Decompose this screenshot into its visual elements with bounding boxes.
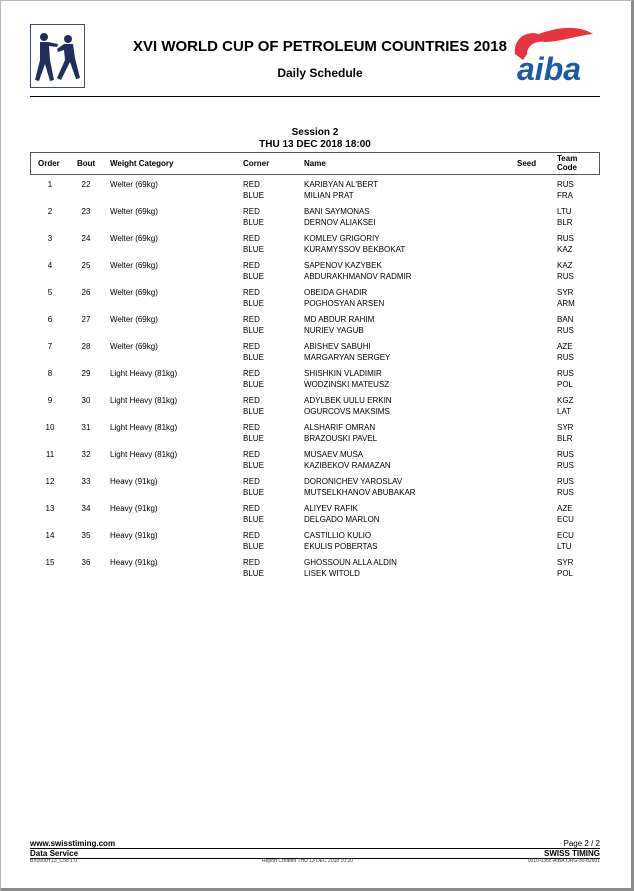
red-team-code: SYR xyxy=(557,423,574,432)
table-row xyxy=(30,232,600,259)
blue-corner-label: BLUE xyxy=(243,488,264,497)
red-team-code: BAN xyxy=(557,315,574,324)
table-row xyxy=(30,421,600,448)
session-info xyxy=(30,127,600,151)
blue-corner-label: BLUE xyxy=(243,515,264,524)
order-cell: 2 xyxy=(47,207,53,216)
red-team-code: LTU xyxy=(557,207,572,216)
table-header xyxy=(30,152,600,175)
order-cell: 5 xyxy=(47,288,53,297)
red-corner-label: RED xyxy=(243,504,260,513)
col-name: Name xyxy=(304,159,326,168)
order-cell: 11 xyxy=(45,450,55,459)
table-row xyxy=(30,556,600,583)
blue-team-code: POL xyxy=(557,380,574,389)
red-corner-label: RED xyxy=(243,315,260,324)
table-row xyxy=(30,205,600,232)
blue-corner-label: BLUE xyxy=(243,407,264,416)
weight-cell: Welter (69kg) xyxy=(110,234,158,243)
red-team-code: RUS xyxy=(557,477,574,486)
red-team-code: KGZ xyxy=(557,396,574,405)
blue-corner-label: BLUE xyxy=(243,272,264,281)
red-corner-label: RED xyxy=(243,450,260,459)
blue-team-code: BLR xyxy=(557,218,573,227)
blue-team-code: LAT xyxy=(557,407,572,416)
table-row xyxy=(30,529,600,556)
blue-boxer-name: OGURCOVS MAKSIMS xyxy=(304,407,390,416)
order-cell: 15 xyxy=(45,558,55,567)
red-boxer-name: OBEIDA GHADIR xyxy=(304,288,368,297)
col-bout: Bout xyxy=(77,159,96,168)
weight-cell: Welter (69kg) xyxy=(110,207,158,216)
table-row xyxy=(30,259,600,286)
red-corner-label: RED xyxy=(243,531,260,540)
order-cell: 6 xyxy=(47,315,53,324)
red-corner-label: RED xyxy=(243,369,260,378)
footer-line-1 xyxy=(30,839,600,849)
red-corner-label: RED xyxy=(243,207,260,216)
order-cell: 8 xyxy=(47,369,53,378)
red-boxer-name: BANI SAYMONAS xyxy=(304,207,370,216)
bout-cell: 36 xyxy=(81,558,91,567)
red-team-code: RUS xyxy=(557,450,574,459)
blue-team-code: LTU xyxy=(557,542,572,551)
bout-cell: 32 xyxy=(81,450,91,459)
weight-cell: Light Heavy (81kg) xyxy=(110,369,178,378)
bout-cell: 34 xyxy=(81,504,91,513)
table-row xyxy=(30,178,600,205)
boxers-icon xyxy=(31,25,84,87)
red-team-code: AZE xyxy=(557,342,573,351)
brand: SWISS TIMING xyxy=(544,849,600,858)
bout-cell: 30 xyxy=(81,396,91,405)
table-row xyxy=(30,394,600,421)
red-corner-label: RED xyxy=(243,234,260,243)
order-cell: 10 xyxy=(45,423,55,432)
table-row xyxy=(30,502,600,529)
bout-cell: 23 xyxy=(81,207,91,216)
table-row xyxy=(30,286,600,313)
order-cell: 12 xyxy=(45,477,55,486)
red-boxer-name: CASTILLIO KULIO xyxy=(304,531,372,540)
order-cell: 7 xyxy=(47,342,53,351)
blue-corner-label: BLUE xyxy=(243,353,264,362)
red-team-code: AZE xyxy=(557,504,573,513)
blue-team-code: ECU xyxy=(557,515,574,524)
blue-team-code: BLR xyxy=(557,434,573,443)
table-row xyxy=(30,475,600,502)
red-team-code: RUS xyxy=(557,180,574,189)
blue-boxer-name: BRAZOUSKI PAVEL xyxy=(304,434,378,443)
reference-code: 0010-036c-AIBA.ORG-30-82601 xyxy=(527,858,600,864)
bout-cell: 35 xyxy=(81,531,91,540)
weight-cell: Heavy (91kg) xyxy=(110,531,158,540)
weight-cell: Welter (69kg) xyxy=(110,315,158,324)
blue-corner-label: BLUE xyxy=(243,542,264,551)
red-boxer-name: SHISHKIN VLADIMIR xyxy=(304,369,382,378)
bout-cell: 29 xyxy=(81,369,91,378)
report-created: Report Created THU 13 DEC 2018 10:20 xyxy=(262,858,354,864)
table-row xyxy=(30,340,600,367)
session-datetime: THU 13 DEC 2018 18:00 xyxy=(259,139,371,150)
blue-boxer-name: KURAMYSSOV BEKBOKAT xyxy=(304,245,406,254)
boxing-logo xyxy=(30,24,85,88)
blue-boxer-name: LISEK WITOLD xyxy=(304,569,360,578)
table-row xyxy=(30,448,600,475)
blue-boxer-name: DERNOV ALIAKSEI xyxy=(304,218,376,227)
bout-cell: 31 xyxy=(81,423,91,432)
blue-corner-label: BLUE xyxy=(243,191,264,200)
red-boxer-name: DORONICHEV YAROSLAV xyxy=(304,477,403,486)
order-cell: 4 xyxy=(47,261,53,270)
blue-boxer-name: MARGARYAN SERGEY xyxy=(304,353,391,362)
header-divider xyxy=(30,96,600,97)
blue-corner-label: BLUE xyxy=(243,245,264,254)
blue-boxer-name: ABDURAKHMANOV RADMIR xyxy=(304,272,412,281)
page-number: Page 2 / 2 xyxy=(563,839,600,848)
bout-cell: 28 xyxy=(81,342,91,351)
col-corner: Corner xyxy=(243,159,270,168)
weight-cell: Heavy (91kg) xyxy=(110,477,158,486)
red-team-code: RUS xyxy=(557,234,574,243)
blue-team-code: FRA xyxy=(557,191,573,200)
red-corner-label: RED xyxy=(243,180,260,189)
red-corner-label: RED xyxy=(243,423,260,432)
blue-team-code: ARM xyxy=(557,299,575,308)
col-team: Team Code xyxy=(557,154,578,172)
red-boxer-name: KARIBYAN AL'BERT xyxy=(304,180,379,189)
red-team-code: SYR xyxy=(557,558,574,567)
col-seed: Seed xyxy=(517,159,537,168)
blue-boxer-name: POGHOSYAN ARSEN xyxy=(304,299,385,308)
red-corner-label: RED xyxy=(243,477,260,486)
blue-team-code: POL xyxy=(557,569,574,578)
event-title: XVI WORLD CUP OF PETROLEUM COUNTRIES 2018 xyxy=(133,38,507,55)
bout-cell: 33 xyxy=(81,477,91,486)
red-boxer-name: SAPENOV KAZYBEK xyxy=(304,261,382,270)
blue-boxer-name: NURIEV YAGUB xyxy=(304,326,364,335)
weight-cell: Light Heavy (81kg) xyxy=(110,423,178,432)
weight-cell: Light Heavy (81kg) xyxy=(110,396,178,405)
blue-team-code: KAZ xyxy=(557,245,573,254)
weight-cell: Welter (69kg) xyxy=(110,261,158,270)
bout-cell: 22 xyxy=(81,180,91,189)
weight-cell: Heavy (91kg) xyxy=(110,558,158,567)
red-boxer-name: ABISHEV SABUHI xyxy=(304,342,371,351)
blue-boxer-name: MILIAN PRAT xyxy=(304,191,354,200)
order-cell: 3 xyxy=(47,234,53,243)
red-team-code: SYR xyxy=(557,288,574,297)
blue-corner-label: BLUE xyxy=(243,569,264,578)
bout-cell: 24 xyxy=(81,234,91,243)
blue-corner-label: BLUE xyxy=(243,434,264,443)
red-corner-label: RED xyxy=(243,342,260,351)
website-link[interactable]: www.swisstiming.com xyxy=(30,839,116,848)
blue-boxer-name: DELGADO MARLON xyxy=(304,515,380,524)
red-team-code: KAZ xyxy=(557,261,573,270)
red-boxer-name: ADYLBEK UULU ERKIN xyxy=(304,396,392,405)
blue-boxer-name: MUTSELKHANOV ABUBAKAR xyxy=(304,488,416,497)
aiba-logo xyxy=(505,26,595,84)
order-cell: 14 xyxy=(45,531,55,540)
order-cell: 9 xyxy=(47,396,53,405)
red-corner-label: RED xyxy=(243,396,260,405)
weight-cell: Welter (69kg) xyxy=(110,288,158,297)
bout-cell: 26 xyxy=(81,288,91,297)
blue-team-code: RUS xyxy=(557,461,574,470)
blue-corner-label: BLUE xyxy=(243,299,264,308)
table-row xyxy=(30,313,600,340)
red-boxer-name: ALIYEV RAFIK xyxy=(304,504,358,513)
blue-corner-label: BLUE xyxy=(243,461,264,470)
order-cell: 13 xyxy=(45,504,55,513)
blue-boxer-name: WODZINSKI MATEUSZ xyxy=(304,380,390,389)
session-name: Session 2 xyxy=(291,127,339,138)
document-subtitle: Daily Schedule xyxy=(277,66,363,80)
red-boxer-name: MUSAEV MUSA xyxy=(304,450,364,459)
col-order: Order xyxy=(38,159,60,168)
order-cell: 1 xyxy=(47,180,53,189)
col-weight: Weight Category xyxy=(110,159,174,168)
red-boxer-name: KOMLEV GRIGORIY xyxy=(304,234,380,243)
doc-code: BX0000Y13_C58 1.0 xyxy=(30,858,77,864)
weight-cell: Welter (69kg) xyxy=(110,342,158,351)
weight-cell: Heavy (91kg) xyxy=(110,504,158,513)
red-team-code: RUS xyxy=(557,369,574,378)
blue-team-code: RUS xyxy=(557,272,574,281)
weight-cell: Welter (69kg) xyxy=(110,180,158,189)
aiba-logo-text: aiba xyxy=(517,51,582,84)
blue-team-code: RUS xyxy=(557,353,574,362)
red-boxer-name: MD ABDUR RAHIM xyxy=(304,315,375,324)
red-corner-label: RED xyxy=(243,288,260,297)
blue-team-code: RUS xyxy=(557,488,574,497)
red-corner-label: RED xyxy=(243,261,260,270)
red-corner-label: RED xyxy=(243,558,260,567)
bout-cell: 25 xyxy=(81,261,91,270)
weight-cell: Light Heavy (81kg) xyxy=(110,450,178,459)
blue-boxer-name: KAZIBEKOV RAMAZAN xyxy=(304,461,391,470)
table-row xyxy=(30,367,600,394)
schedule-table xyxy=(30,178,600,583)
blue-corner-label: BLUE xyxy=(243,380,264,389)
data-service: Data Service xyxy=(30,849,79,858)
blue-corner-label: BLUE xyxy=(243,218,264,227)
blue-team-code: RUS xyxy=(557,326,574,335)
red-boxer-name: ALSHARIF OMRAN xyxy=(304,423,376,432)
bout-cell: 27 xyxy=(81,315,91,324)
blue-corner-label: BLUE xyxy=(243,326,264,335)
blue-boxer-name: EKULIS POBERTAS xyxy=(304,542,378,551)
red-team-code: ECU xyxy=(557,531,574,540)
red-boxer-name: GHOSSOUN ALLA ALDIN xyxy=(304,558,397,567)
